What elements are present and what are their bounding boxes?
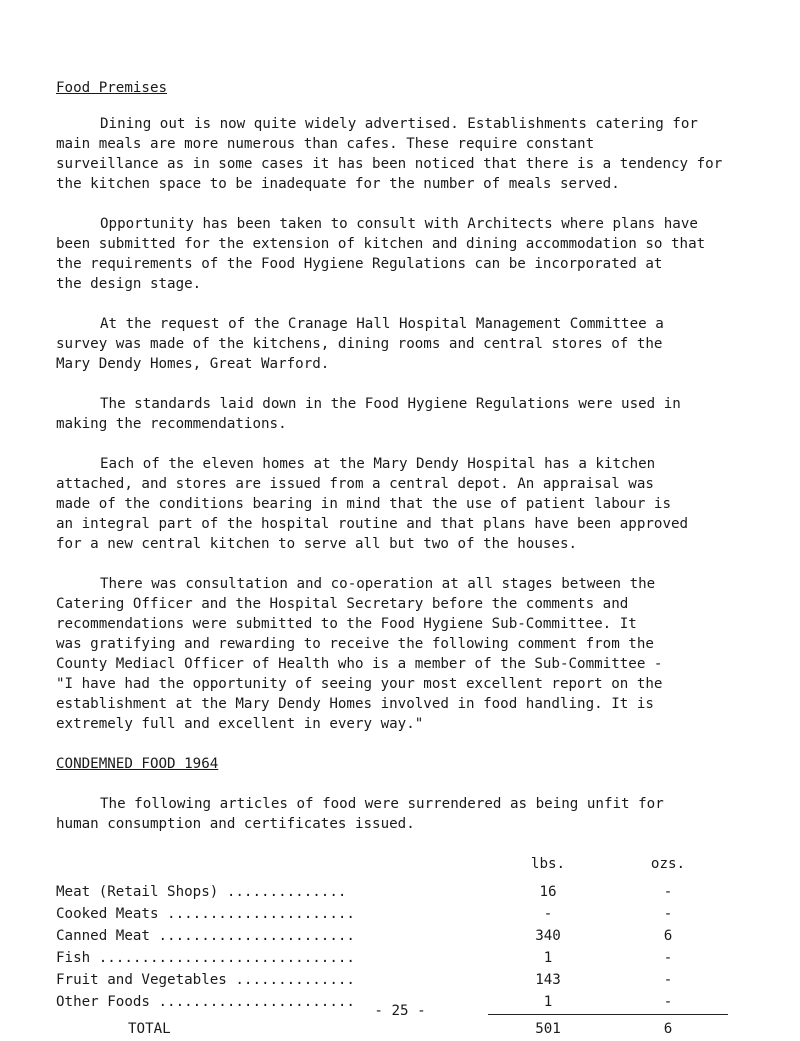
item-ozs: 6 <box>663 928 673 944</box>
paragraph-line: At the request of the Cranage Hall Hospital Management Committee a <box>100 316 664 332</box>
item-label: Meat (Retail Shops) .............. <box>56 884 347 900</box>
item-lbs: 143 <box>535 972 561 988</box>
paragraph-line: the design stage. <box>56 276 202 292</box>
column-header-ozs: ozs. <box>650 856 686 872</box>
table-row <box>56 948 728 970</box>
paragraph <box>56 574 756 734</box>
item-label: Other Foods ....................... <box>56 994 355 1010</box>
paragraph-line: Dining out is now quite widely advertised. Establishments catering for <box>100 116 698 132</box>
item-ozs: - <box>663 972 673 988</box>
body-paragraphs <box>56 114 756 734</box>
paragraph-line: There was consultation and co-operation at all stages between the <box>100 576 656 592</box>
paragraph <box>56 394 756 434</box>
item-label: Cooked Meats ...................... <box>56 906 355 922</box>
paragraph-line: Opportunity has been taken to consult with Architects where plans have <box>100 216 698 232</box>
item-ozs: - <box>663 950 673 966</box>
item-label: Fish .............................. <box>56 950 355 966</box>
paragraph-line: "I have had the opportunity of seeing your most excellent report on the <box>56 676 663 692</box>
paragraph-line: survey was made of the kitchens, dining rooms and central stores of the <box>56 336 663 352</box>
total-label: TOTAL <box>128 1020 171 1037</box>
paragraph-line: the kitchen space to be inadequate for the number of meals served. <box>56 176 620 192</box>
item-lbs: 16 <box>539 884 557 900</box>
paragraph-line: surveillance as in some cases it has been noticed that there is a tendency for <box>56 156 723 172</box>
paragraph-line: Catering Officer and the Hospital Secretary before the comments and <box>56 596 629 612</box>
paragraph-line: was gratifying and rewarding to receive the following comment from the <box>56 636 654 652</box>
paragraph-line: Mary Dendy Homes, Great Warford. <box>56 356 330 372</box>
item-lbs: 1 <box>543 994 553 1010</box>
item-ozs: - <box>663 906 673 922</box>
paragraph-line: made of the conditions bearing in mind that the use of patient labour is <box>56 496 671 512</box>
paragraph <box>56 214 756 294</box>
total-ozs: 6 <box>608 1015 728 1041</box>
document-page <box>56 78 756 1041</box>
table-header-row <box>56 854 728 882</box>
paragraph <box>56 454 756 554</box>
intro-line: The following articles of food were surrendered as being unfit for <box>100 796 664 812</box>
paragraph-line: County Mediacl Officer of Health who is a member of the Sub-Committee - <box>56 656 663 672</box>
paragraph <box>56 114 756 194</box>
paragraph-line: been submitted for the extension of kitchen and dining accommodation so that <box>56 236 706 252</box>
paragraph-line: Each of the eleven homes at the Mary Dendy Hospital has a kitchen <box>100 456 656 472</box>
item-ozs: - <box>663 994 673 1010</box>
total-lbs: 501 <box>488 1015 608 1041</box>
paragraph-line: an integral part of the hospital routine and that plans have been approved <box>56 516 689 532</box>
item-lbs: 1 <box>543 950 553 966</box>
table-row <box>56 970 728 992</box>
paragraph-line: attached, and stores are issued from a central depot. An appraisal was <box>56 476 654 492</box>
paragraph-line: main meals are more numerous than cafes. These require constant <box>56 136 595 152</box>
item-label: Fruit and Vegetables .............. <box>56 972 355 988</box>
paragraph-line: the requirements of the Food Hygiene Regulations can be incorporated at <box>56 256 663 272</box>
intro-line: human consumption and certificates issued. <box>56 816 415 832</box>
paragraph <box>56 314 756 374</box>
condemned-intro <box>56 794 756 834</box>
column-header-lbs: lbs. <box>530 856 566 872</box>
item-lbs: 340 <box>535 928 561 944</box>
table-row <box>56 904 728 926</box>
paragraph-line: for a new central kitchen to serve all but two of the houses. <box>56 536 578 552</box>
page-number: - 25 - <box>374 1003 426 1019</box>
table-row <box>56 926 728 948</box>
item-ozs: - <box>663 884 673 900</box>
paragraph-line: The standards laid down in the Food Hygiene Regulations were used in <box>100 396 681 412</box>
section-title: Food Premises <box>56 80 168 96</box>
table-row <box>56 882 728 904</box>
condemned-food-title: CONDEMNED FOOD 1964 <box>56 756 219 772</box>
paragraph-line: extremely full and excellent in every way." <box>56 716 424 732</box>
paragraph-line: establishment at the Mary Dendy Homes involved in food handling. It is <box>56 696 654 712</box>
paragraph-line: recommendations were submitted to the Food Hygiene Sub-Committee. It <box>56 616 637 632</box>
item-label: Canned Meat ....................... <box>56 928 355 944</box>
item-lbs: - <box>543 906 553 922</box>
paragraph-line: making the recommendations. <box>56 416 287 432</box>
